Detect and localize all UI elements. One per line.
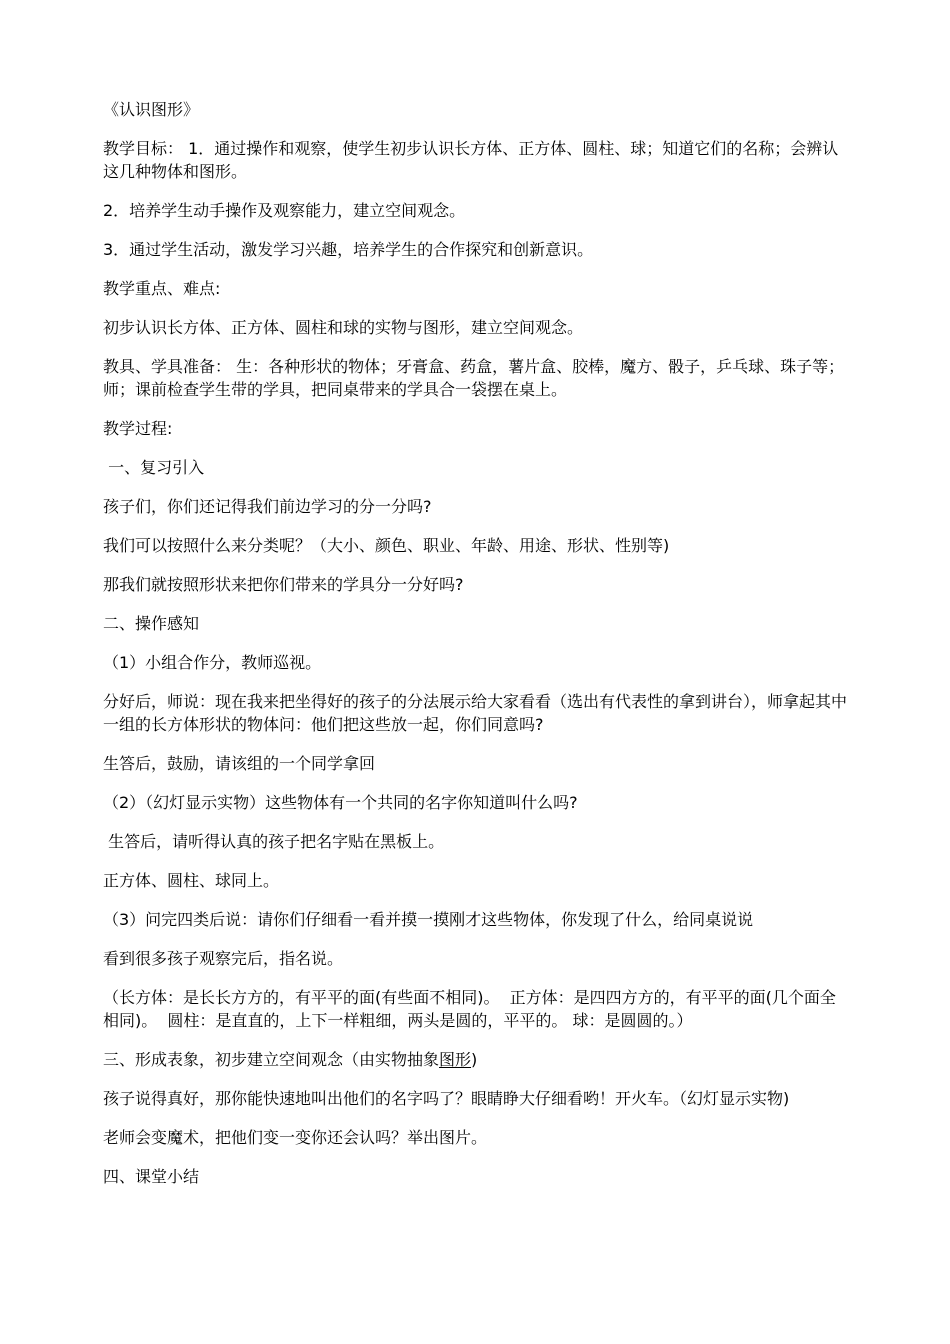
document-body xyxy=(103,98,848,1204)
section-2-heading: 二、操作感知 xyxy=(103,614,200,633)
document-title: 《认识图形》 xyxy=(103,100,200,119)
key-points-heading: 教学重点、难点: xyxy=(103,279,221,298)
section-1-paragraph: 孩子们，你们还记得我们前边学习的分一分吗? xyxy=(103,497,432,516)
section-2-paragraph: 分好后，师说：现在我来把坐得好的孩子的分法展示给大家看看（选出有代表性的拿到讲台），师拿起其中一组的长方体形状的物体问：他们把这些放一起，你们同意吗? xyxy=(103,692,848,734)
section-3-underlined-word: 图形 xyxy=(439,1050,472,1069)
teaching-goal-3: 3．通过学生活动，激发学习兴趣，培养学生的合作探究和创新意识。 xyxy=(103,240,594,259)
section-2-paragraph: 正方体、圆柱、球同上。 xyxy=(103,871,280,890)
section-2-paragraph: （2）（幻灯显示实物）这些物体有一个共同的名字你知道叫什么吗? xyxy=(103,793,578,812)
section-2-paragraph: （1）小组合作分，教师巡视。 xyxy=(103,653,322,672)
process-heading: 教学过程: xyxy=(103,419,173,438)
section-3-heading xyxy=(103,1048,848,1071)
section-3-heading-text: 三、形成表象，初步建立空间观念（由实物抽象 xyxy=(103,1050,440,1069)
section-3-paragraph: 孩子说得真好，那你能快速地叫出他们的名字吗了？眼睛睁大仔细看哟！开火车。（幻灯显示实物) xyxy=(103,1089,790,1108)
section-1-heading: 一、复习引入 xyxy=(103,458,205,477)
section-2-paragraph: （长方体：是长长方方的，有平平的面(有些面不相同)。 正方体：是四四方方的，有平平的面(几个面全相同)。 圆柱：是直直的，上下一样粗细，两头是圆的，平平的。 球：是圆圆的。） xyxy=(103,988,836,1030)
section-2-paragraph: 看到很多孩子观察完后，指名说。 xyxy=(103,949,344,968)
section-2-paragraph: 生答后，请听得认真的孩子把名字贴在黑板上。 xyxy=(103,832,445,851)
section-3-heading-close: ) xyxy=(471,1050,478,1069)
key-points-content: 初步认识长方体、正方体、圆柱和球的实物与图形，建立空间观念。 xyxy=(103,318,584,337)
teaching-goal-2: 2．培养学生动手操作及观察能力，建立空间观念。 xyxy=(103,201,466,220)
teaching-goal-1: 教学目标： 1．通过操作和观察，使学生初步认识长方体、正方体、圆柱、球；知道它们的名称；会辨认这几种物体和图形。 xyxy=(103,139,839,181)
section-2-paragraph: 生答后，鼓励，请该组的一个同学拿回 xyxy=(103,754,376,773)
section-1-paragraph: 我们可以按照什么来分类呢？（大小、颜色、职业、年龄、用途、形状、性别等) xyxy=(103,536,670,555)
section-3-paragraph: 老师会变魔术，把他们变一变你还会认吗？举出图片。 xyxy=(103,1128,488,1147)
section-1-paragraph: 那我们就按照形状来把你们带来的学具分一分好吗? xyxy=(103,575,464,594)
section-2-paragraph: （3）问完四类后说：请你们仔细看一看并摸一摸刚才这些物体，你发现了什么，给同桌说说 xyxy=(103,910,754,929)
materials-paragraph: 教具、学具准备： 生：各种形状的物体；牙膏盒、药盒，薯片盒、胶棒，魔方、骰子，乒乓球、珠子等；师；课前检查学生带的学具，把同桌带来的学具合一袋摆在桌上。 xyxy=(103,357,845,399)
section-4-heading: 四、课堂小结 xyxy=(103,1167,200,1186)
